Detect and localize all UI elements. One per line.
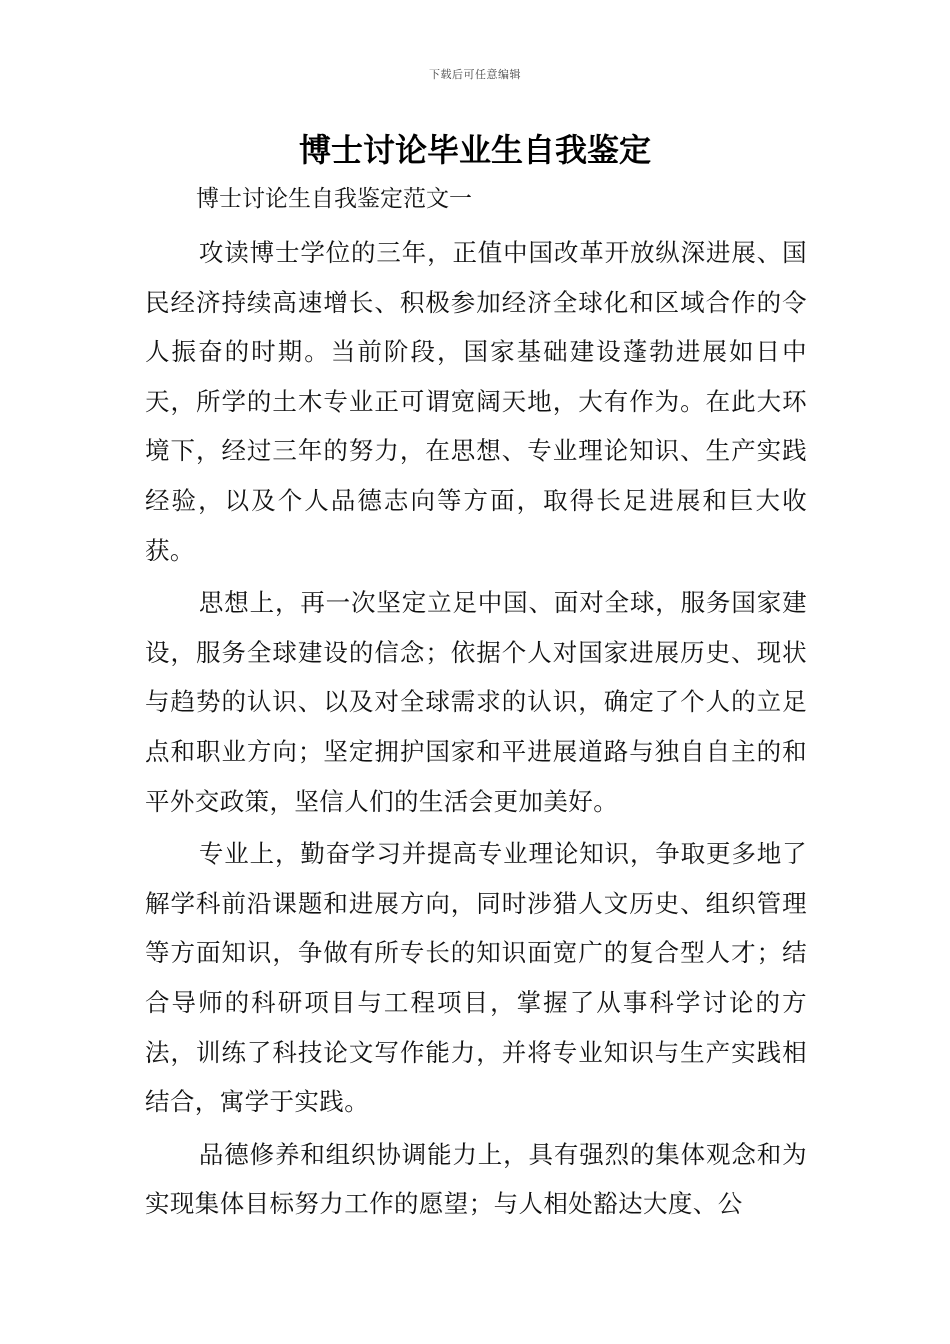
document-subtitle: 博士讨论生自我鉴定范文一 [196,186,472,212]
document-body [145,228,807,1232]
paragraph: 品德修养和组织协调能力上，具有强烈的集体观念和为实现集体目标努力工作的愿望；与人相处豁达大度、公 [145,1139,807,1219]
paragraph: 思想上，再一次坚定立足中国、面对全球，服务国家建设，服务全球建设的信念；依据个人对国家进展历史、现状与趋势的认识、以及对全球需求的认识，确定了个人的立足点和职业方向；坚定拥护国家和平进展道路与独自自主的和平外交政策，坚信人们的生活会更加美好。 [145,588,807,816]
header-note: 下载后可任意编辑 [429,68,521,81]
document-title: 博士讨论毕业生自我鉴定 [298,131,651,169]
paragraph: 攻读博士学位的三年，正值中国改革开放纵深进展、国民经济持续高速增长、积极参加经济全球化和区域合作的令人振奋的时期。当前阶段，国家基础建设蓬勃进展如日中天，所学的土木专业正可谓宽阔天地，大有作为。在此大环境下，经过三年的努力，在思想、专业理论知识、生产实践经验，以及个人品德志向等方面，取得长足进展和巨大收获。 [145,238,807,565]
paragraph: 专业上，勤奋学习并提高专业理论知识，争取更多地了解学科前沿课题和进展方向，同时涉猎人文历史、组织管理等方面知识，争做有所专长的知识面宽广的复合型人才；结合导师的科研项目与工程项目，掌握了从事科学讨论的方法，训练了科技论文写作能力，并将专业知识与生产实践相结合，寓学于实践。 [145,839,807,1117]
